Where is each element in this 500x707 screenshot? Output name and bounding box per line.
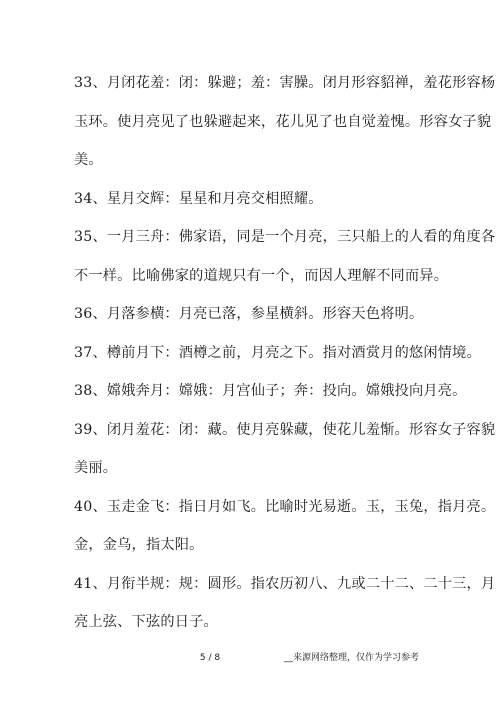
entry-text-line: 金，金乌，指太阳。 (74, 537, 204, 553)
entry-text-line: 39、闭月羞花：闭：藏。使月亮躲藏，使花儿羞惭。形容女子容貌 (74, 421, 496, 438)
entry-text-line: 美。 (74, 152, 103, 168)
source-note: __来源网络整理，仅作为学习参考 (284, 653, 420, 663)
entry-text-line: 38、嫦娥奔月：嫦娥：月宫仙子；奔：投向。嫦娥投向月亮。 (74, 383, 467, 399)
entry-text-line: 37、樽前月下：酒樽之前，月亮之下。指对酒赏月的悠闲情境。 (74, 344, 481, 361)
idiom-entry (74, 64, 496, 180)
entry-text-line: 34、星月交辉：星星和月亮交相照耀。 (74, 190, 323, 207)
idiom-entry (74, 180, 434, 219)
entry-text-line: 36、月落参横：月亮已落，参星横斜。形容天色将明。 (74, 306, 424, 322)
idiom-entry (74, 372, 467, 411)
entry-text-line: 玉环。使月亮见了也躲避起来，花儿见了也自觉羞愧。形容女子貌 (74, 113, 492, 130)
entry-text-line: 33、月闭花羞：闭：躲避；羞：害臊。闭月形容貂禅，羞花形容杨 (74, 75, 496, 91)
entry-text-line: 41、月衔半规：规：圆形。指农历初八、九或二十二、二十三，月 (74, 575, 496, 592)
idiom-entry (74, 411, 496, 488)
entry-text-line: 不一样。比喻佛家的道规只有一个，而因人理解不同而异。 (74, 267, 449, 284)
idiom-entry (74, 334, 481, 373)
idiom-entry (74, 565, 496, 642)
entry-text-line: 40、玉走金飞：指日月如飞。比喻时光易逝。玉，玉兔，指月亮。 (74, 498, 496, 515)
idiom-entry (74, 295, 434, 334)
entry-text-line: 亮上弦、下弦的日子。 (74, 614, 218, 630)
page-number: 5 / 8 (199, 653, 221, 663)
idiom-entry (74, 488, 496, 565)
entry-text-line: 美丽。 (74, 460, 118, 476)
idiom-entry-list (74, 64, 496, 642)
page-footer (0, 651, 500, 665)
idiom-entry (74, 218, 496, 295)
entry-text-line: 35、一月三舟：佛家语，同是一个月亮，三只船上的人看的角度各 (74, 229, 496, 245)
